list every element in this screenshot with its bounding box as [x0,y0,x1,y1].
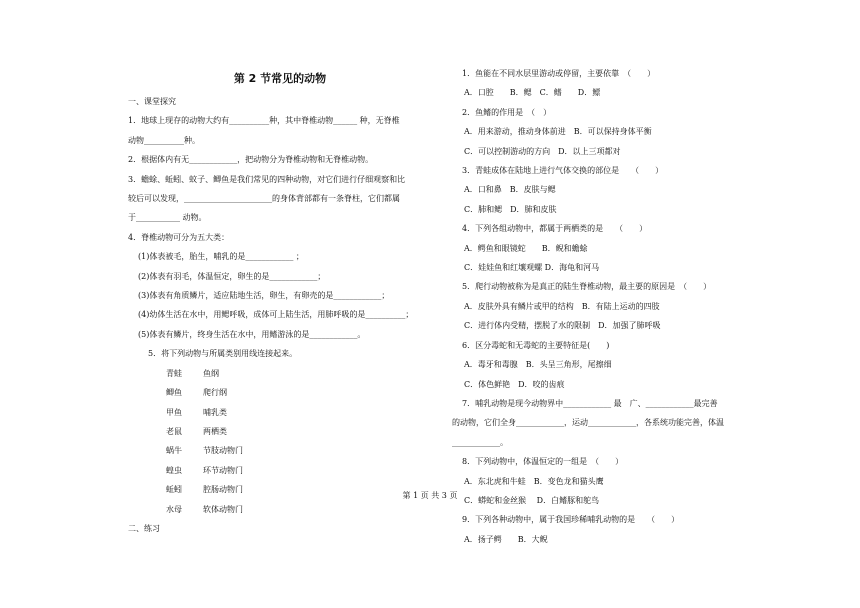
sub-item-line: (3)体表有角质鳞片，适应陆地生活，卵生，有卵壳的是____________； [138,291,390,301]
sub-item-line: (4)幼体生活在水中，用鳃呼吸，成体可上陆生活，用肺呼吸的是__________； [138,310,414,320]
animal-name: 青蛙 [166,368,182,378]
question-line: ____________。 [452,437,508,447]
question-line: 5．爬行动物被称为是真正的陆生脊椎动物，最主要的原因是 （ ） [462,282,712,292]
option-line: C．可以控制游动的方向 D．以上三项都对 [464,146,621,156]
section-heading: 一、课堂探究 [128,97,176,106]
option-line: C．体色鲜艳 D．咬的齿痕 [464,379,565,389]
match-row [128,422,432,441]
section-heading-practice: 二、练习 [128,523,160,533]
category-name: 鱼纲 [203,368,219,378]
option-line: C．进行体内受精，摆脱了水的限制 D．加强了肺呼吸 [464,321,661,331]
match-row [128,364,432,383]
question-line: 2．鱼鳍的作用是 （ ） [462,107,552,117]
match-row [128,383,432,402]
right-column [452,64,788,549]
option-line: A．毒牙和毒腺 B．头呈三角形，尾擦细 [464,360,612,370]
match-row [128,441,432,460]
option-line: A．用来游动，推动身体前进 B．可以保持身体平衡 [464,127,652,137]
category-name: 哺乳类 [203,407,227,417]
animal-name: 蝗虫 [166,465,182,475]
option-line: C．娃娃鱼和红壤观螺 D．海龟和河马 [464,263,600,273]
option-line: A．东北虎和牛蛙 B．变色龙和猫头鹰 [464,476,604,486]
option-line: A．口和鼻 B．皮肤与鳃 [464,185,556,195]
option-line: C．蟒蛇和金丝猴 D．白鳍豚和鸵鸟 [464,495,600,505]
option-line: A．扬子鳄 B．大鲵 [464,534,548,544]
page-title: 第 2 节常见的动物 [233,72,327,85]
category-name: 两栖类 [203,426,227,436]
question-line: 4．下列各组动物中，都属于两栖类的是 （ ） [462,224,648,234]
animal-name: 甲鱼 [166,407,182,417]
option-line: A．口腔 B．鳃 C．鳍 D．鳔 [464,88,601,98]
question-line: 3．蟾蜍、蚯蚓、蚊子、鲫鱼是我们常见的四种动物，对它们进行仔细观察和比 [128,174,406,184]
animal-name: 鲫鱼 [166,388,182,398]
question-line: 9．下列各种动物中，属于我国珍稀哺乳动物的是 （ ） [462,515,680,525]
question-line: 6．区分毒蛇和无毒蛇的主要特征是( ) [462,340,610,350]
match-row [128,500,432,519]
left-column [128,92,432,538]
category-name: 节肢动物门 [203,446,243,456]
question-line: 2．根据体内有无____________，把动物分为脊椎动物和无脊椎动物。 [128,155,374,165]
match-row [128,461,432,480]
question-line: 8．下列动物中，体温恒定的一组是 （ ） [462,457,624,467]
sub-item-line: (2)体表有羽毛，体温恒定，卵生的是____________； [138,271,326,281]
option-line: C．肺和鳃 D．肺和皮肤 [464,204,557,214]
animal-name: 蚯蚓 [166,485,182,495]
question-line: 4．脊椎动物可分为五大类： [128,232,230,242]
page-footer: 第 1 页 共 3 页 [402,491,458,500]
option-line: A．鳄鱼和眼镜蛇 B．鲵和蟾蜍 [464,243,588,253]
question-line: 的动物，它们全身____________，运动____________，各系统功能完善，体温 [452,418,724,428]
question-line: 1．鱼能在不同水层里游动或停留，主要依靠 （ ） [462,69,656,78]
category-name: 环节动物门 [203,465,243,475]
question-line: 于___________ 动物。 [128,213,207,223]
animal-name: 蜗牛 [166,446,182,456]
question-line: 3．青蛙成体在陆地上进行气体交换的部位是 （ ） [462,166,664,176]
question-line: 较后可以发现，______________________的身体背部都有一条脊柱，它们都属 [128,194,400,204]
question-line: 7．哺乳动物是现今动物界中____________ 最 广、____________最完善 [462,398,718,408]
sub-item-line: (1)体表被毛，胎生，哺乳的是____________ ； [138,252,304,262]
animal-name: 老鼠 [166,426,182,436]
category-name: 腔肠动物门 [203,485,243,495]
match-row [128,403,432,422]
animal-name: 水母 [166,504,182,514]
option-line: A．皮肤外具有鳞片或甲的结构 B．有陆上运动的四肢 [464,301,660,311]
sub-item-line: (5)体表有鳞片，终身生活在水中，用鳍游泳的是____________。 [138,329,366,339]
category-name: 软体动物门 [203,504,243,514]
question-line: 1．地球上现存的动物大约有__________种，其中脊椎动物______ 种，无脊椎 [128,116,400,126]
question-line: 动物__________种。 [128,135,200,145]
question-5: 5．将下列动物与所属类别用线连接起来。 [148,349,298,359]
category-name: 爬行纲 [203,388,227,398]
